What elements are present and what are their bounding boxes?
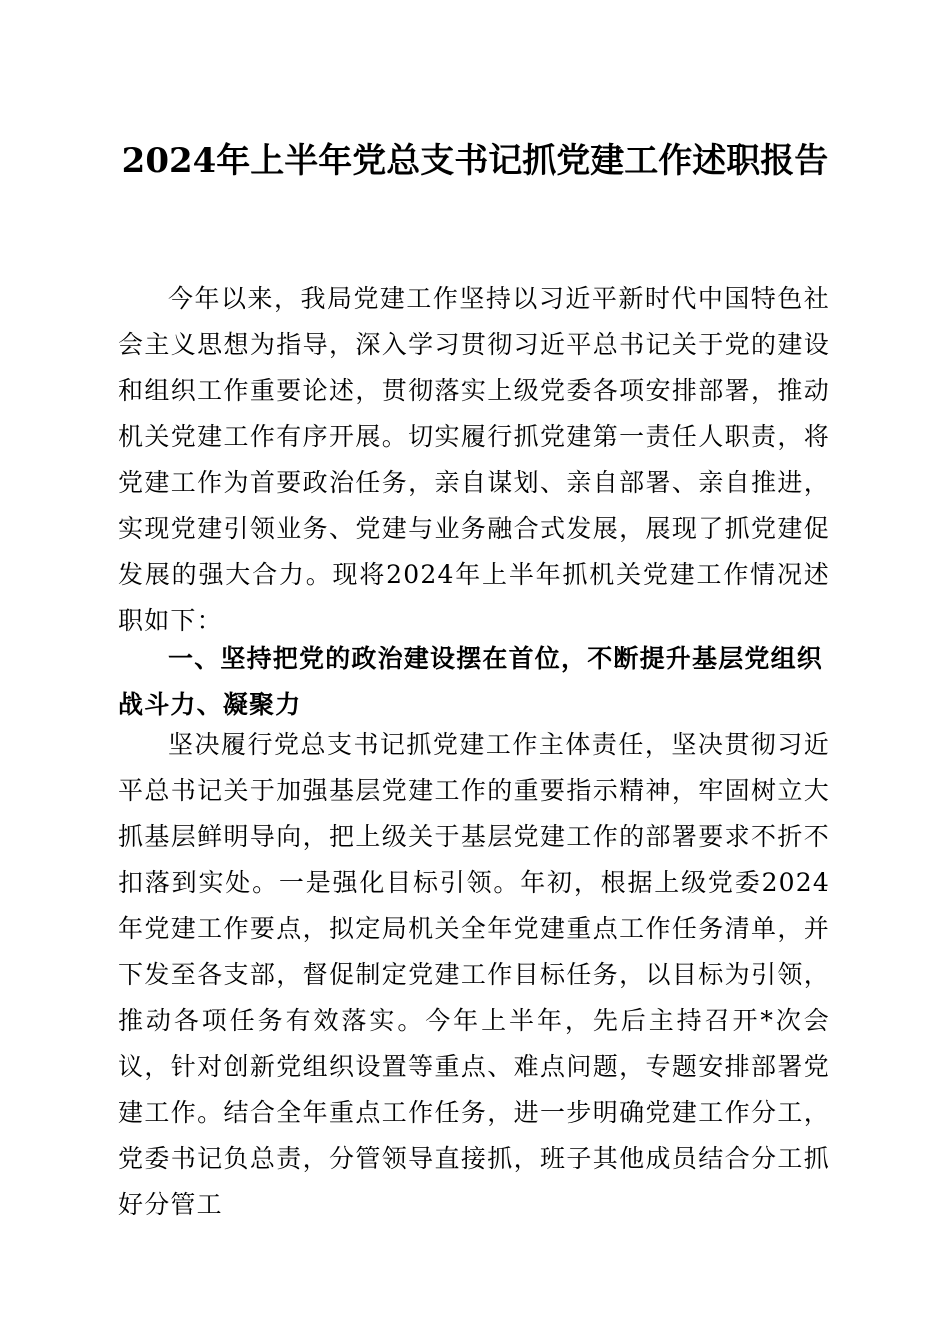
section-heading: 一、坚持把党的政治建设摆在首位，不断提升基层党组织战斗力、凝聚力: [118, 644, 824, 719]
section-paragraph: 坚决履行党总支书记抓党建工作主体责任，坚决贯彻习近平总书记关于加强基层党建工作的重要指示精神，牢固树立大抓基层鲜明导向，把上级关于基层党建工作的部署要求不折不扣落到实处。一是强化目标引领。年初，根据上级党委2024年党建工作要点，拟定局机关全年党建重点工作任务清单，并下发至各支部，督促制定党建工作目标任务，以目标为引领，推动各项任务有效落实。今年上半年，先后主持召开*次会议，针对创新党组织设置等重点、难点问题，专题安排部署党建工作。结合全年重点工作任务，进一步明确党建工作分工，党委书记负总责，分管领导直接抓，班子其他成员结合分工抓好分管工: [118, 730, 830, 1219]
intro-paragraph: 今年以来，我局党建工作坚持以习近平新时代中国特色社会主义思想为指导，深入学习贯彻习近平总书记关于党的建设和组织工作重要论述，贯彻落实上级党委各项安排部署，推动机关党建工作有序开展。切实履行抓党建第一责任人职责，将党建工作为首要政治任务，亲自谋划、亲自部署、亲自推进，实现党建引领业务、党建与业务融合式发展，展现了抓党建促发展的强大合力。现将2024年上半年抓机关党建工作情况述职如下：: [118, 284, 830, 635]
document-title: 2024年上半年党总支书记抓党建工作述职报告: [121, 141, 829, 181]
